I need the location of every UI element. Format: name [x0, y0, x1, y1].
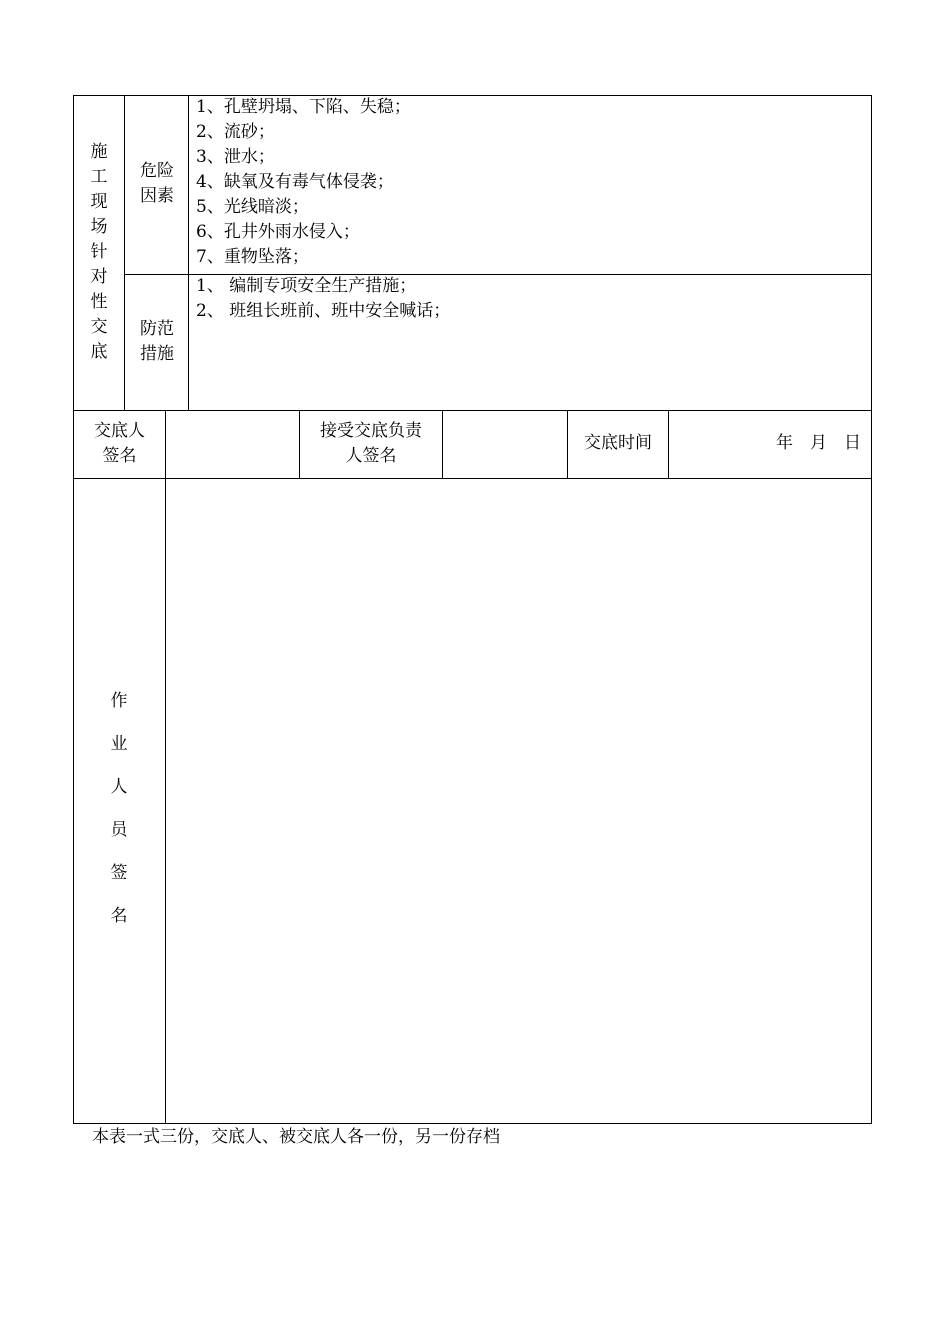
- prevention-item: 1、 编制专项安全生产措施；: [196, 276, 417, 296]
- divider: [124, 95, 125, 410]
- section-label-char: 底: [90, 342, 108, 362]
- section-label-char: 施: [90, 142, 108, 162]
- divider: [668, 410, 669, 478]
- section-label-char: 交: [90, 317, 108, 337]
- hazard-item: 3、泄水；: [196, 147, 275, 167]
- workers-label-char: 作: [110, 691, 128, 711]
- section-label-char: 工: [90, 167, 108, 187]
- discloser-signature-label: 交底人 签名: [94, 421, 145, 466]
- receiver-signature-field[interactable]: [443, 411, 567, 478]
- prevention-item: 2、 班组长班前、班中安全喊话；: [196, 301, 451, 321]
- prevention-label: 防范 措施: [140, 319, 174, 364]
- workers-label-char: 签: [110, 863, 128, 883]
- section-label-char: 性: [90, 292, 108, 312]
- hazard-item: 7、重物坠落；: [196, 247, 309, 267]
- divider: [188, 95, 189, 410]
- footer-note: 本表一式三份，交底人、被交底人各一份，另一份存档: [92, 1127, 500, 1147]
- hazard-item: 2、流砂；: [196, 122, 275, 142]
- hazard-item: 1、孔壁坍塌、下陷、失稳；: [196, 97, 411, 117]
- receiver-signature-label: 接受交底负责 人签名: [320, 421, 422, 466]
- hazard-item: 6、孔井外雨水侵入；: [196, 222, 360, 242]
- workers-signature-area[interactable]: [166, 479, 871, 1123]
- hazard-list: [196, 95, 411, 270]
- workers-label-char: 名: [110, 906, 128, 926]
- hazard-label: 危险 因素: [140, 161, 174, 206]
- section-label-char: 场: [90, 217, 108, 237]
- section-label-char: 现: [90, 192, 108, 212]
- discloser-signature-field[interactable]: [166, 411, 299, 478]
- workers-label-char: 业: [110, 734, 128, 754]
- hazard-item: 4、缺氧及有毒气体侵袭；: [196, 172, 394, 192]
- disclosure-time-label: 交底时间: [584, 433, 652, 453]
- workers-label-char: 人: [110, 777, 128, 797]
- section-label-char: 对: [90, 267, 108, 287]
- hazard-item: 5、光线暗淡；: [196, 197, 309, 217]
- disclosure-date-field[interactable]: 年 月 日: [776, 433, 861, 453]
- workers-signature-label: [109, 680, 129, 938]
- section-label-char: 针: [90, 242, 108, 262]
- workers-label-char: 员: [110, 820, 128, 840]
- section-label: [89, 140, 109, 365]
- prevention-list: [196, 274, 450, 324]
